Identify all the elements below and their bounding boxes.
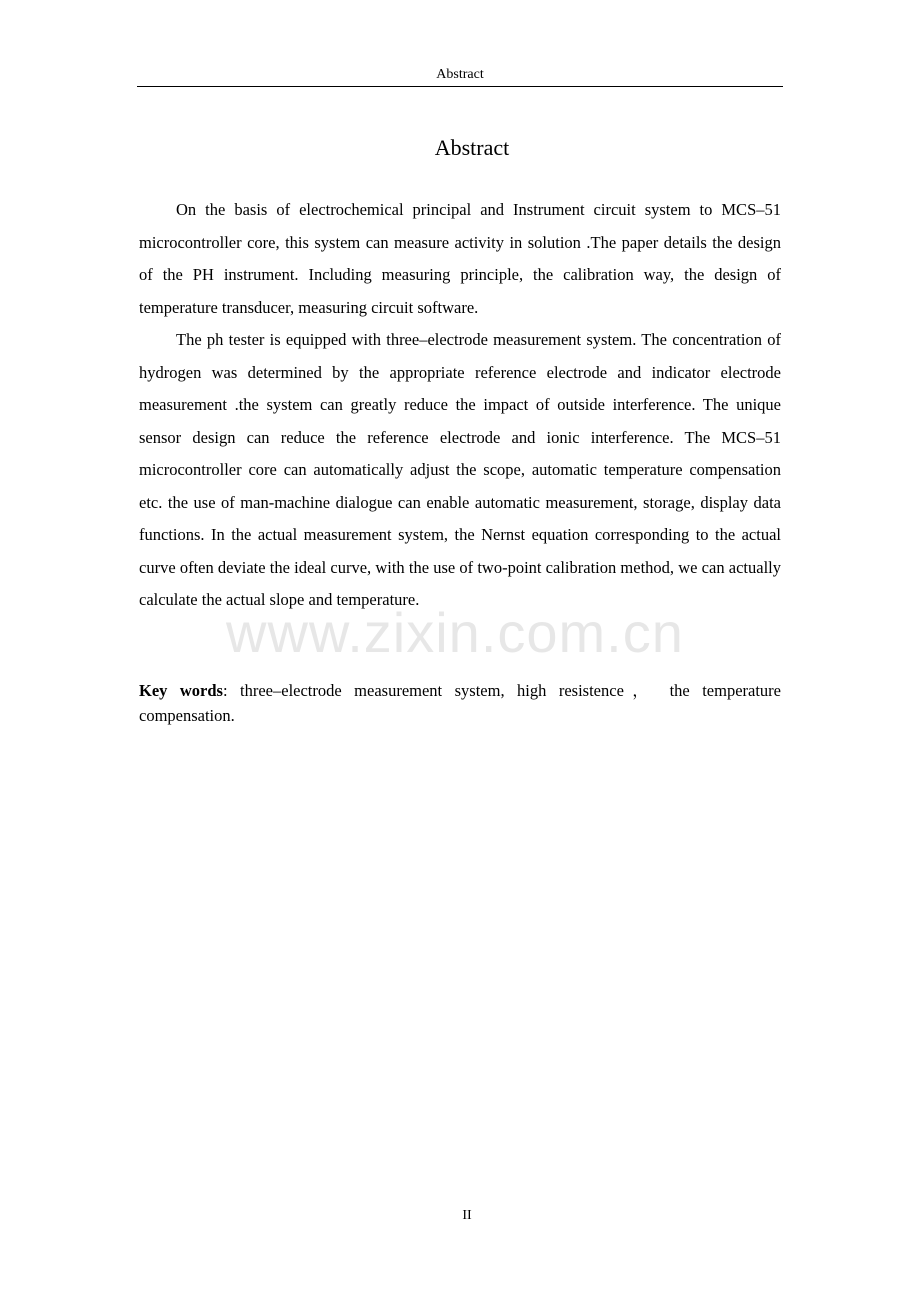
page-title: Abstract [434,135,510,160]
abstract-paragraph-2: The ph tester is equipped with three–electrode measurement system. The concentration of hydrogen was determined by the appropriate reference electrode and indicator electrode measurement .the system can greatly reduce the impact of outside interference. The unique sensor design can reduce the reference electrode and ionic interference. The MCS–51 microcontroller core can automatically adjust the scope, automatic temperature compensation etc. the use of man-machine dialogue can enable automatic measurement, storage, display data functions. In the actual measurement system, the Nernst equation corresponding to the actual curve often deviate the ideal curve, with the use of two-point calibration method, we can actually calculate the actual slope and temperature. [139,330,781,609]
header-rule [137,86,783,87]
running-header: Abstract [436,67,484,82]
keywords-text: : three–electrode measurement system, high resistence， the temperature compensation. [139,681,781,725]
keywords [139,678,781,728]
page-number: II [462,1208,472,1223]
keywords-label: Key words [139,681,223,700]
abstract-paragraph-1: On the basis of electrochemical principal and Instrument circuit system to MCS–51 microcontroller core, this system can measure activity in solution .The paper details the design of the PH instrument. Including measuring principle, the calibration way, the design of temperature transducer, measuring circuit software. [139,200,781,317]
abstract-body [139,194,781,617]
watermark: www.zixin.com.cn [226,601,684,664]
